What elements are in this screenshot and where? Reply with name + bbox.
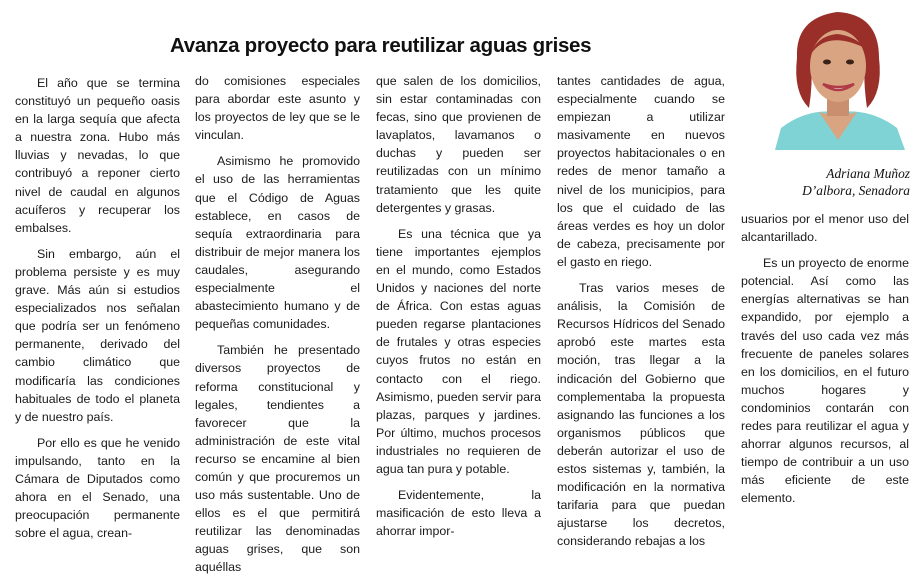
paragraph: tantes cantidades de agua, especialmente cuando se empiezan a utilizar masivamente en nuevos proyectos habitacionales o en redes de menor tamaño a nivel de los municipios, para los que el cuidado de las áreas verdes es hoy un dolor de cabeza, precisamente por el gasto en riego. [557,74,725,269]
photo-caption [760,165,910,199]
caption-title: D’albora, Senadora [802,183,910,198]
caption-name: Adriana Muñoz [826,166,910,181]
paragraph: El año que se termina constituyó un pequeño oasis en la larga sequía que afecta a nuestra zona. Hubo más lluvias y nevadas, lo que contribuyó a reponer cierto nivel de caudal en algunos acuíferos y recuperar los embalses. [15,76,180,235]
article-column-4 [557,72,725,549]
article-column-5 [741,210,909,506]
paragraph: Es una técnica que ya tiene importantes ejemplos en el mundo, como Estados Unidos y naciones del norte de África. Con estas aguas pueden regarse plantaciones de frutales y otras especies cuyos frutos no están en contacto con el riego. Asimismo, pueden servir para plazas, parques y jardines. Por último, muchos procesos industriales no requieren de agua tan pura y potable. [376,226,541,476]
paragraph: usuarios por el menor uso del alcantarillado. [741,212,909,245]
paragraph: do comisiones especiales para abordar este asunto y los proyectos de ley que se le vinculan. [195,74,360,143]
paragraph: Es un proyecto de enorme potencial. Así como las energías alternativas se han expandido, por ejemplo a través del uso cada vez más frecuente de paneles solares en los domicilios, en el futuro muchos hogares y condominios contarán con redes para reutilizar el agua y ahorrar algunos recursos, al tiempo de contribuir a un uso más eficiente de este elemento. [741,256,909,506]
article-column-3 [376,72,541,539]
paragraph: También he presentado diversos proyectos de reforma constitucional y legales, tendientes a favorecer que la administración de este vital recurso se encamine al bien común y que procuremos un uso más sustentable. Uno de ellos es el que permitirá reutilizar las denominadas aguas grises, que son aquéllas [195,343,360,575]
portrait-illustration [767,0,910,150]
article-column-2 [195,72,360,575]
article-headline: Avanza proyecto para reutilizar aguas grises [170,34,592,57]
paragraph: Por ello es que he venido impulsando, tanto en la Cámara de Diputados como ahora en el Senado, una preocupación permanente sobre el agua, crean- [15,435,180,541]
paragraph: que salen de los domicilios, sin estar contaminadas con fecas, sino que provienen de lavaplatos, lavamanos o duchas y pueden ser reutilizadas con un mínimo tratamiento que les quite detergentes y grasas. [376,74,541,215]
paragraph: Tras varios meses de análisis, la Comisión de Recursos Hídricos del Senado aprobó este martes esta moción, tras llegar a la indicación del Gobierno que complementaba la propuesta asignando las funciones a los organismos públicos que deberán autorizar el uso de estos sistemas y, también, la modificación en la normativa tarifaria para que puedan ajustarse los decretos, considerando rebajas a los [557,281,725,549]
article-column-1 [15,74,180,541]
paragraph: Evidentemente, la masificación de esto lleva a ahorrar impor- [376,488,541,539]
paragraph: Sin embargo, aún el problema persiste y es muy grave. Más aún si estudios especializados nos señalan que podría ser un fenómeno permanente, derivado del cambio climático que modificaría las condiciones habituales de todo el planeta y de nuestro país. [15,246,180,424]
senator-portrait [767,0,910,150]
paragraph: Asimismo he promovido el uso de las herramientas que el Código de Aguas establece, en casos de sequía extraordinaria para distribuir de mejor manera los caudales, asegurando especialmente el abastecimiento humano y de pequeñas comunidades. [195,154,360,332]
